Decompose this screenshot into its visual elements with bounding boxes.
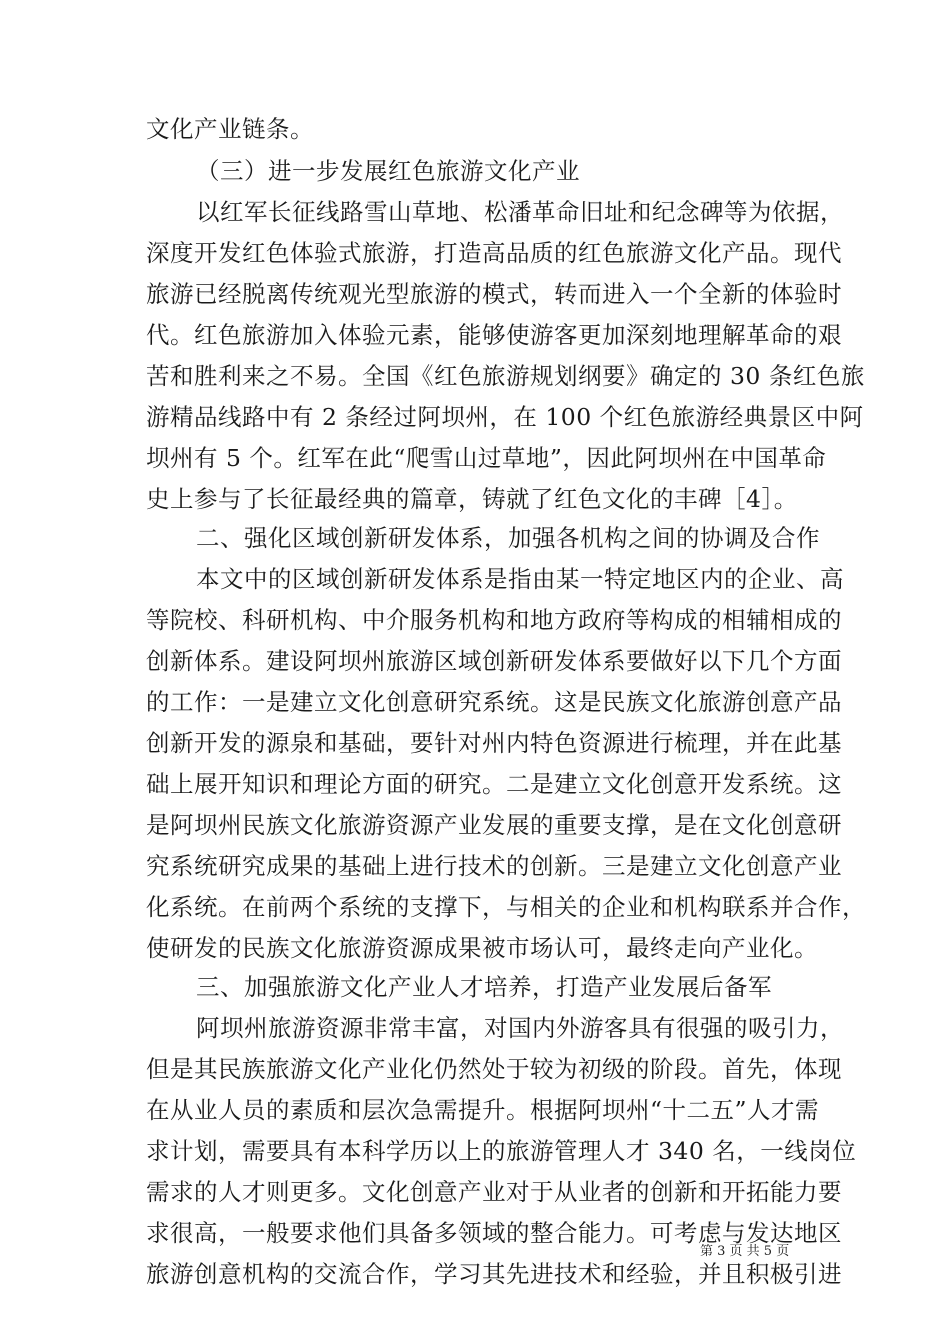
text-line: 求很高，一般要求他们具备多领域的整合能力。可考虑与发达地区 (146, 1219, 842, 1247)
text-line: 的工作：一是建立文化创意研究系统。这是民族文化旅游创意产品 (146, 688, 842, 716)
text-line: 本文中的区域创新研发体系是指由某一特定地区内的企业、高 (196, 565, 844, 593)
text-line: 阿坝州旅游资源非常丰富，对国内外游客具有很强的吸引力， (196, 1014, 844, 1042)
text-line: 创新体系。建设阿坝州旅游区域创新研发体系要做好以下几个方面 (146, 647, 842, 675)
text-line: 文化产业链条。 (146, 115, 314, 143)
text-line: 础上展开知识和理论方面的研究。二是建立文化创意开发系统。这 (146, 770, 842, 798)
text-line: 旅游创意机构的交流合作，学习其先进技术和经验，并且积极引进 (146, 1260, 842, 1288)
section-heading: （三）进一步发展红色旅游文化产业 (196, 157, 580, 185)
text-line: 在从业人员的素质和层次急需提升。根据阿坝州“十二五”人才需 (146, 1096, 820, 1124)
page-number: 第 3 页 共 5 页 (700, 1244, 790, 1259)
text-line: 求计划，需要具有本科学历以上的旅游管理人才 340 名，一线岗位 (146, 1137, 857, 1165)
text-line: 需求的人才则更多。文化创意产业对于从业者的创新和开拓能力要 (146, 1178, 842, 1206)
text-line: 史上参与了长征最经典的篇章，铸就了红色文化的丰碑［4］。 (146, 485, 798, 513)
text-line: 代。红色旅游加入体验元素，能够使游客更加深刻地理解革命的艰 (146, 321, 842, 349)
text-line: 等院校、科研机构、中介服务机构和地方政府等构成的相辅相成的 (146, 606, 842, 634)
section-heading: 二、强化区域创新研发体系，加强各机构之间的协调及合作 (196, 524, 820, 552)
text-line: 坝州有 5 个。红军在此“爬雪山过草地”，因此阿坝州在中国革命 (146, 444, 827, 472)
section-heading: 三、加强旅游文化产业人才培养，打造产业发展后备军 (196, 973, 772, 1001)
text-line: 旅游已经脱离传统观光型旅游的模式，转而进入一个全新的体验时 (146, 280, 842, 308)
text-line: 以红军长征线路雪山草地、松潘革命旧址和纪念碑等为依据， (196, 198, 844, 226)
text-line: 游精品线路中有 2 条经过阿坝州，在 100 个红色旅游经典景区中阿 (146, 403, 864, 431)
text-line: 化系统。在前两个系统的支撑下，与相关的企业和机构联系并合作， (146, 893, 866, 921)
text-line: 苦和胜利来之不易。全国《红色旅游规划纲要》确定的 30 条红色旅 (146, 362, 865, 390)
text-line: 使研发的民族文化旅游资源成果被市场认可，最终走向产业化。 (146, 934, 818, 962)
text-line: 创新开发的源泉和基础，要针对州内特色资源进行梳理，并在此基 (146, 729, 842, 757)
text-line: 深度开发红色体验式旅游，打造高品质的红色旅游文化产品。现代 (146, 239, 842, 267)
text-line: 但是其民族旅游文化产业化仍然处于较为初级的阶段。首先，体现 (146, 1055, 842, 1083)
text-line: 究系统研究成果的基础上进行技术的创新。三是建立文化创意产业 (146, 852, 842, 880)
text-line: 是阿坝州民族文化旅游资源产业发展的重要支撑，是在文化创意研 (146, 811, 842, 839)
